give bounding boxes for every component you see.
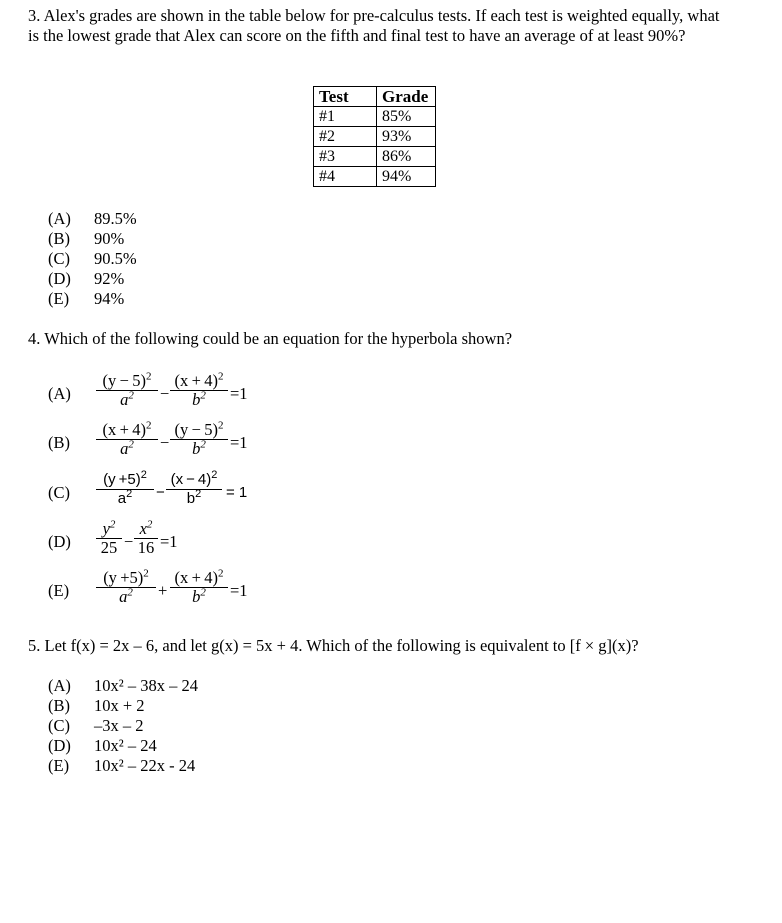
denominator: a xyxy=(119,587,128,606)
exponent: 2 xyxy=(109,518,116,531)
fraction-1 xyxy=(96,569,156,606)
exponent: 2 xyxy=(126,488,133,500)
operator: − xyxy=(156,484,165,501)
choice-label: (C) xyxy=(48,249,70,268)
table-row xyxy=(314,107,436,127)
choice-text: –3x – 2 xyxy=(94,716,144,735)
answer-choice[interactable] xyxy=(48,289,137,309)
choice-label: (A) xyxy=(48,676,71,695)
exponent: 2 xyxy=(200,586,206,599)
choice-text: 89.5% xyxy=(94,209,137,228)
denominator: a xyxy=(117,490,127,507)
grades-table xyxy=(313,86,436,187)
numerator: x xyxy=(139,519,147,538)
equals-one: =1 xyxy=(230,384,248,403)
numerator: (y +5) xyxy=(103,568,144,587)
exponent: 2 xyxy=(217,370,224,383)
fraction-2 xyxy=(170,421,228,458)
numerator: y xyxy=(102,519,110,538)
choice-label: (D) xyxy=(48,269,71,288)
question-5-text: 5. Let f(x) = 2x – 6, and let g(x) = 5x + 4. Which of the following is equivalent to [f × g](x)? xyxy=(28,636,639,655)
table-header-row xyxy=(314,87,436,107)
fraction-1 xyxy=(96,372,158,409)
equals-one: = 1 xyxy=(226,484,248,501)
choice-label: (E) xyxy=(48,581,70,600)
numerator: (x + 4) xyxy=(102,420,146,439)
numerator: (x + 4) xyxy=(174,371,218,390)
table-row xyxy=(314,127,436,147)
operator: − xyxy=(160,384,170,403)
table-row xyxy=(314,147,436,167)
choice-label: (A) xyxy=(48,384,71,403)
question-3-text: 3. Alex's grades are shown in the table below for pre-calculus tests. If each test is weighted equally, what is the lowest grade that Alex can score on the fifth and final test to have an average of at least 90%? xyxy=(28,6,720,45)
exponent: 2 xyxy=(145,419,152,432)
exponent: 2 xyxy=(128,438,134,451)
fraction-2 xyxy=(170,569,228,606)
answer-choice[interactable] xyxy=(48,229,137,249)
denominator: a xyxy=(120,439,129,458)
exponent: 2 xyxy=(211,469,218,481)
fraction-2 xyxy=(134,520,158,557)
answer-choice[interactable] xyxy=(48,676,198,696)
answer-choice[interactable] xyxy=(48,696,198,716)
denominator: b xyxy=(192,587,201,606)
exponent: 2 xyxy=(200,389,206,402)
choice-label: (C) xyxy=(48,483,70,502)
answer-choice[interactable] xyxy=(48,249,137,269)
choice-text: 10x² – 24 xyxy=(94,736,157,755)
exponent: 2 xyxy=(217,567,224,580)
table-cell-test: #3 xyxy=(314,147,377,167)
table-cell-grade: 85% xyxy=(377,107,436,127)
operator: + xyxy=(158,581,168,600)
table-header-grade: Grade xyxy=(377,87,436,107)
numerator: (x − 4) xyxy=(170,471,212,488)
choice-text: 10x² – 22x - 24 xyxy=(94,756,196,775)
equals-one: =1 xyxy=(230,433,248,452)
question-3-choices xyxy=(48,209,137,309)
answer-choice[interactable] xyxy=(48,269,137,289)
answer-choice[interactable] xyxy=(48,756,198,776)
denominator: b xyxy=(186,490,196,507)
denominator: b xyxy=(192,390,201,409)
numerator: (y − 5) xyxy=(102,371,146,390)
exponent: 2 xyxy=(127,586,133,599)
numerator: (y +5) xyxy=(103,471,141,488)
choice-text: 90.5% xyxy=(94,249,137,268)
exponent: 2 xyxy=(145,370,152,383)
equals-one: =1 xyxy=(230,581,248,600)
table-row xyxy=(314,167,436,187)
choice-label: (E) xyxy=(48,289,70,308)
choice-text: 94% xyxy=(94,289,125,308)
question-5-choices xyxy=(48,676,198,776)
choice-label: (D) xyxy=(48,532,71,551)
exponent: 2 xyxy=(217,419,224,432)
table-cell-grade: 93% xyxy=(377,127,436,147)
choice-label: (A) xyxy=(48,209,71,228)
exponent: 2 xyxy=(143,567,149,580)
choice-label: (B) xyxy=(48,696,70,715)
choice-label: (B) xyxy=(48,229,70,248)
fraction-1 xyxy=(96,471,154,508)
choice-text: 90% xyxy=(94,229,125,248)
denominator: 25 xyxy=(100,538,118,557)
fraction-2 xyxy=(170,372,228,409)
fraction-1 xyxy=(96,421,158,458)
choice-text: 92% xyxy=(94,269,125,288)
operator: − xyxy=(124,532,134,551)
exponent: 2 xyxy=(195,488,202,500)
exponent: 2 xyxy=(128,389,134,402)
denominator: b xyxy=(192,439,201,458)
numerator: (x + 4) xyxy=(174,568,218,587)
fraction-1 xyxy=(96,520,122,557)
table-cell-test: #2 xyxy=(314,127,377,147)
choice-label: (C) xyxy=(48,716,70,735)
exponent: 2 xyxy=(140,469,147,481)
exponent: 2 xyxy=(200,438,206,451)
table-cell-test: #4 xyxy=(314,167,377,187)
question-4-text: 4. Which of the following could be an equation for the hyperbola shown? xyxy=(28,329,513,348)
fraction-2 xyxy=(166,471,222,508)
answer-choice[interactable] xyxy=(48,716,198,736)
equals-one: =1 xyxy=(160,532,178,551)
exponent: 2 xyxy=(146,518,153,531)
answer-choice[interactable] xyxy=(48,736,198,756)
table-cell-test: #1 xyxy=(314,107,377,127)
table-cell-grade: 94% xyxy=(377,167,436,187)
choice-label: (E) xyxy=(48,756,70,775)
choice-text: 10x² – 38x – 24 xyxy=(94,676,198,695)
choice-text: 10x + 2 xyxy=(94,696,145,715)
answer-choice[interactable] xyxy=(48,209,137,229)
numerator: (y − 5) xyxy=(174,420,218,439)
table-header-test: Test xyxy=(314,87,377,107)
denominator: a xyxy=(120,390,129,409)
operator: − xyxy=(160,433,170,452)
table-cell-grade: 86% xyxy=(377,147,436,167)
choice-label: (D) xyxy=(48,736,71,755)
denominator: 16 xyxy=(137,538,155,557)
choice-label: (B) xyxy=(48,433,70,452)
